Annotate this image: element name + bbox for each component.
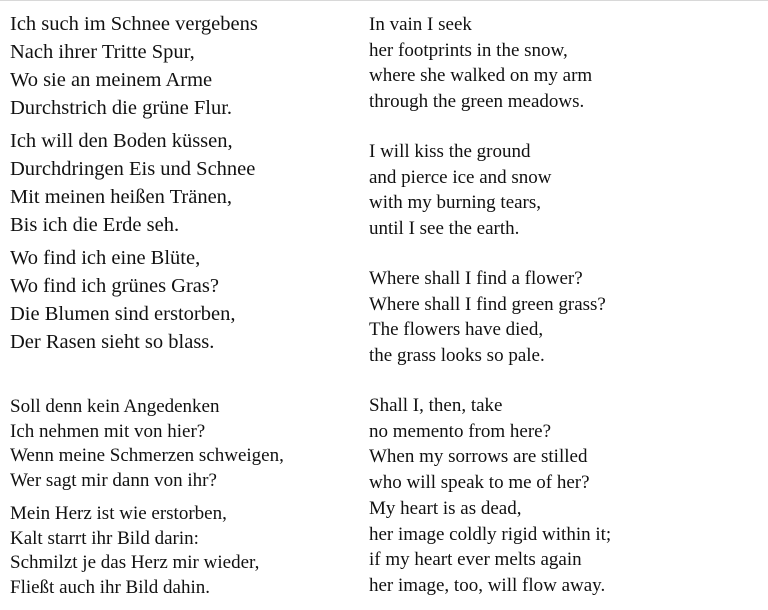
german-line: Die Blumen sind erstorben, [10, 303, 236, 325]
german-line: Wenn meine Schmerzen schweigen, [10, 445, 284, 466]
german-line: Ich nehmen mit von hier? [10, 420, 206, 442]
german-stanza-2 [10, 127, 255, 239]
english-line: no memento from here? [369, 420, 552, 442]
german-line: Durchstrich die grüne Flur. [10, 97, 233, 119]
german-stanza-5 [10, 502, 259, 600]
english-stanza-2 [369, 139, 552, 241]
english-line: her footprints in the snow, [369, 39, 568, 61]
german-line: Wer sagt mir dann von ihr? [10, 469, 217, 491]
english-stanza-4 [369, 393, 590, 495]
english-stanza-5 [369, 496, 611, 598]
top-divider [0, 0, 768, 1]
german-stanza-3 [10, 244, 235, 356]
german-line: Ich such im Schnee vergebens [10, 13, 258, 35]
english-line: who will speak to me of her? [369, 471, 590, 493]
english-line: I will kiss the ground [369, 141, 531, 162]
german-line: Wo find ich eine Blüte, [10, 247, 201, 269]
english-line: and pierce ice and snow [369, 166, 552, 188]
german-line: Der Rasen sieht so blass. [10, 331, 215, 353]
english-line: the grass looks so pale. [369, 344, 545, 366]
english-line: until I see the earth. [369, 217, 520, 239]
english-line: The flowers have died, [369, 319, 544, 340]
english-line: if my heart ever melts again [369, 549, 582, 570]
german-line: Nach ihrer Tritte Spur, [10, 41, 195, 63]
english-line: Where shall I find green grass? [369, 293, 606, 315]
german-line: Mit meinen heißen Tränen, [10, 186, 233, 208]
english-line: through the green meadows. [369, 90, 585, 112]
german-line: Schmilzt je das Herz mir wieder, [10, 552, 260, 573]
german-line: Wo find ich grünes Gras? [10, 275, 219, 297]
german-line: Mein Herz ist wie erstorben, [10, 503, 227, 524]
german-line: Kalt starrt ihr Bild darin: [10, 527, 199, 549]
english-line: her image coldly rigid within it; [369, 523, 612, 545]
german-stanza-1 [10, 10, 258, 122]
german-line: Durchdringen Eis und Schnee [10, 158, 256, 180]
english-stanza-1 [369, 12, 592, 114]
english-line: Shall I, then, take [369, 395, 503, 416]
english-line: her image, too, will flow away. [369, 574, 606, 596]
english-line: When my sorrows are stilled [369, 446, 588, 467]
german-stanza-4 [10, 395, 284, 493]
german-line: Soll denn kein Angedenken [10, 396, 220, 417]
german-line: Fließt auch ihr Bild dahin. [10, 576, 211, 598]
english-line: My heart is as dead, [369, 498, 522, 519]
english-line: where she walked on my arm [369, 65, 593, 86]
german-line: Ich will den Boden küssen, [10, 130, 233, 152]
german-line: Bis ich die Erde seh. [10, 214, 180, 236]
english-line: Where shall I find a flower? [369, 268, 583, 289]
english-line: In vain I seek [369, 14, 472, 35]
english-stanza-3 [369, 266, 606, 368]
english-line: with my burning tears, [369, 192, 542, 213]
german-line: Wo sie an meinem Arme [10, 69, 213, 91]
